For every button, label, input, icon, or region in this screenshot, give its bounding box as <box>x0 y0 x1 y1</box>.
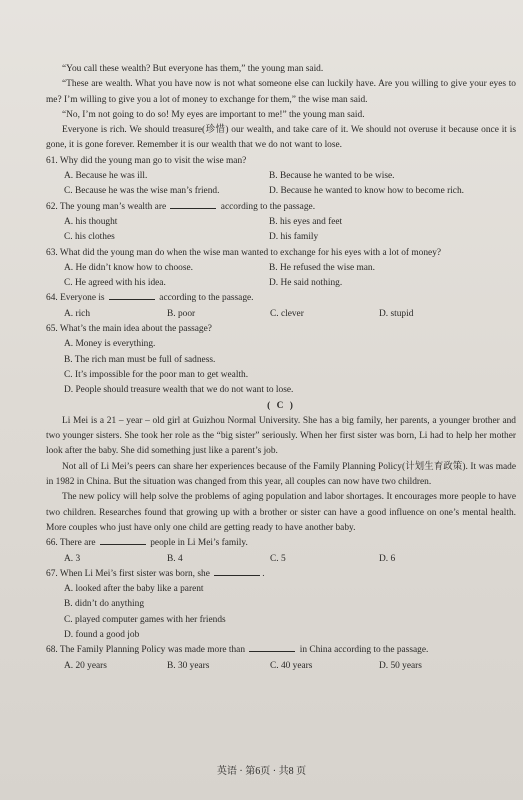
option-a: A. 3 <box>64 553 81 564</box>
question-stem: 64. Everyone is according to the passage. <box>46 293 254 304</box>
option-b: B. The rich man must be full of sadness. <box>64 354 216 365</box>
answer-blank <box>109 291 155 300</box>
option-b: B. poor <box>167 308 196 319</box>
option-b: B. 4 <box>167 553 183 564</box>
option-d: D. found a good job <box>64 629 140 640</box>
option-d: D. People should treasure wealth that we do not want to lose. <box>64 385 294 396</box>
option-b: B. didn’t do anything <box>64 599 145 610</box>
option-a: A. rich <box>64 308 91 319</box>
question-stem: 68. The Family Planning Policy was made more than in China according to the passage. <box>46 645 429 656</box>
option-c: C. It’s impossible for the poor man to get wealth. <box>64 369 249 380</box>
question-65 <box>46 322 516 398</box>
question-stem: 67. When Li Mei’s first sister was born, she . <box>46 568 265 579</box>
passage-c <box>46 414 516 536</box>
option-d: D. He said nothing. <box>269 278 343 289</box>
question-68 <box>46 643 516 674</box>
option-c: C. He agreed with his idea. <box>64 278 166 289</box>
option-c: C. clever <box>270 308 304 319</box>
option-d: D. stupid <box>379 308 414 319</box>
question-63 <box>46 246 516 292</box>
answer-blank <box>249 643 295 652</box>
option-c: C. 40 years <box>270 660 313 671</box>
question-stem: 62. The young man’s wealth are according to the passage. <box>46 201 316 212</box>
option-c: C. his clothes <box>64 232 115 243</box>
passage-paragraph: Everyone is rich. We should treasure(珍惜) our wealth, and take care of it. We should not overuse it because once it is gone, it is gone forever. Remember it is our wealth that we do not want to lose. <box>46 125 516 151</box>
option-c: C. Because he was the wise man’s friend. <box>64 186 220 197</box>
option-a: A. Because he was ill. <box>64 171 148 182</box>
question-stem: 61. Why did the young man go to visit the wise man? <box>46 155 247 166</box>
passage-paragraph: “No, I’m not going to do so! My eyes are important to me!” the young man said. <box>62 109 365 120</box>
question-64 <box>46 291 516 322</box>
option-c: C. 5 <box>270 553 286 564</box>
question-66 <box>46 536 516 567</box>
passage-paragraph: Li Mei is a 21 – year – old girl at Guizhou Normal University. She has a big family, her parents, a younger brother and two younger sisters. She took her role as the “big sister” seriously. When her first sister was born, Li had to help her mother look after the baby. She did something just like a parent’s job. <box>46 415 516 457</box>
answer-blank <box>170 200 216 209</box>
option-a: A. He didn’t know how to choose. <box>64 262 193 273</box>
question-62 <box>46 200 516 246</box>
passage-paragraph: “You call these wealth? But everyone has them,” the young man said. <box>62 64 324 74</box>
question-67 <box>46 567 516 643</box>
answer-blank <box>214 567 260 576</box>
option-b: B. Because he wanted to be wise. <box>269 171 395 182</box>
option-d: D. Because he wanted to know how to become rich. <box>269 186 464 197</box>
option-d: D. 6 <box>379 553 396 564</box>
option-a: A. his thought <box>64 216 118 227</box>
question-stem: 63. What did the young man do when the wise man wanted to exchange for his eyes with a lot of money? <box>46 247 442 258</box>
passage-paragraph: “These are wealth. What you have now is not what someone else can luckily have. Are you willing to give your eyes to me? I’m willing to give you a lot of money to exchange for them,” the wise man said. <box>46 79 516 105</box>
page-content <box>46 62 516 674</box>
option-b: B. 30 years <box>167 660 210 671</box>
option-d: D. 50 years <box>379 660 422 671</box>
option-b: B. his eyes and feet <box>269 216 343 227</box>
option-b: B. He refused the wise man. <box>269 262 375 273</box>
question-stem: 66. There are people in Li Mei’s family. <box>46 538 248 549</box>
passage-paragraph: The new policy will help solve the problems of aging population and labor shortages. It encourages more people to have two children. Researches found that growing up with a brother or sister can have a good influence on one’s mental health. More couples who just have only one child are getting ready to have another baby. <box>46 492 516 533</box>
section-c-heading: ( C ) <box>267 400 295 411</box>
answer-blank <box>100 536 146 545</box>
question-stem: 65. What’s the main idea about the passage? <box>46 324 212 335</box>
option-c: C. played computer games with her friends <box>64 614 226 625</box>
page-footer: 英语 · 第6页 · 共8 页 <box>216 766 307 777</box>
passage-paragraph: Not all of Li Mei’s peers can share her experiences because of the Family Planning Policy(计划生育政策). It was made in 1982 in China. But the situation was changed from this year, all couples can now have two children. <box>46 461 516 488</box>
option-d: D. his family <box>269 232 319 243</box>
option-a: A. 20 years <box>64 660 107 671</box>
passage-b <box>46 62 516 154</box>
option-a: A. looked after the baby like a parent <box>64 584 204 595</box>
option-a: A. Money is everything. <box>64 339 156 350</box>
question-61 <box>46 154 516 200</box>
